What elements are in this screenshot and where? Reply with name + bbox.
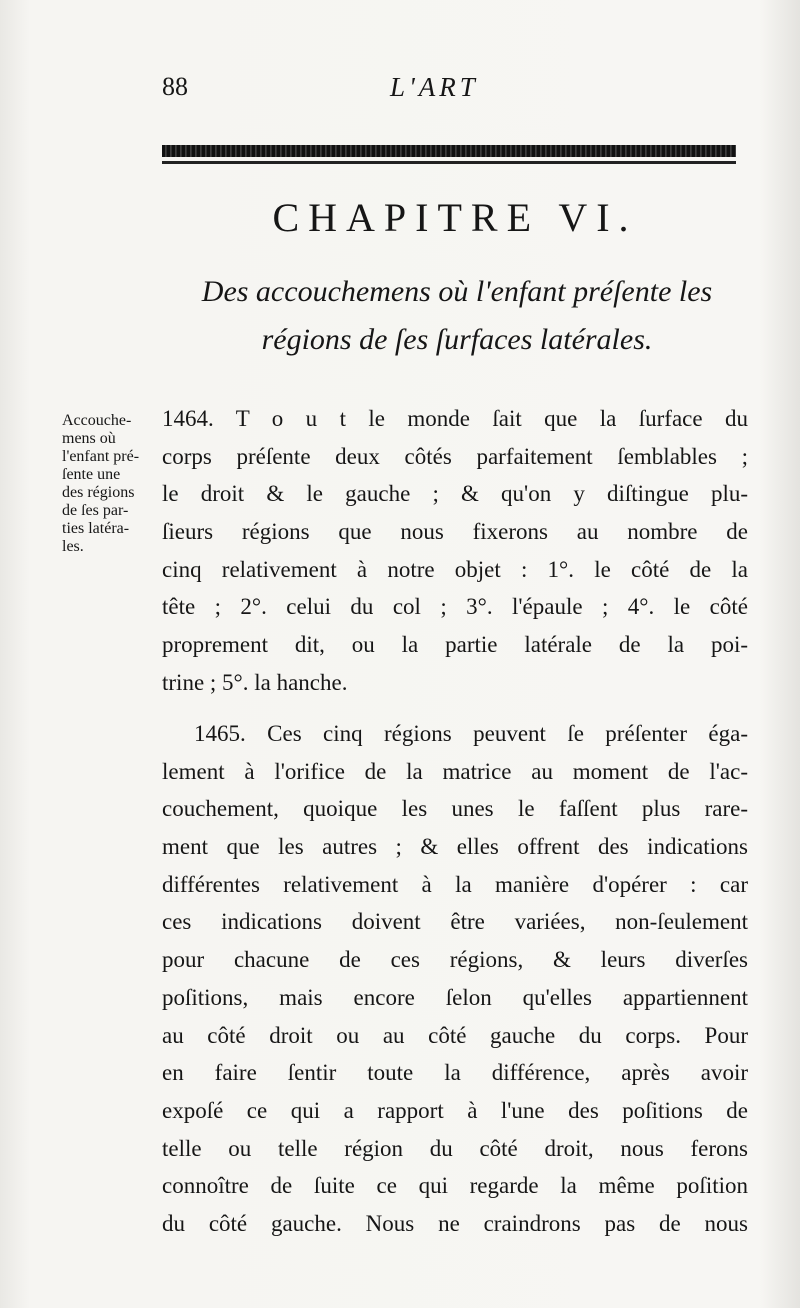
text-line: corps préſente deux côtés parfaitement ſemblables ; bbox=[162, 443, 748, 469]
thin-rule bbox=[162, 161, 736, 164]
text-line: proprement dit, ou la partie latérale de la poi- bbox=[162, 632, 748, 658]
text-line: pour chacune de ces régions, & leurs diverſes bbox=[162, 947, 748, 973]
text-line: connoître de ſuite ce qui regarde la même poſition bbox=[162, 1173, 748, 1199]
text-line: ſieurs régions que nous fixerons au nombre de bbox=[162, 519, 748, 545]
paragraph-1464 bbox=[162, 400, 748, 702]
text-line: couchement, quoique les unes le faſſent plus rare- bbox=[162, 796, 748, 822]
text-line: tête ; 2°. celui du col ; 3°. l'épaule ; 4°. le côté bbox=[162, 594, 748, 620]
marginal-note-line: les. bbox=[62, 538, 84, 555]
paragraph-1465 bbox=[162, 715, 748, 1243]
page-header bbox=[160, 70, 750, 110]
text-line: poſitions, mais encore ſelon qu'elles appartiennent bbox=[162, 984, 748, 1010]
marginal-note bbox=[62, 412, 162, 556]
ornamental-rule bbox=[162, 145, 736, 157]
text-line: telle ou telle région du côté droit, nous ferons bbox=[162, 1135, 748, 1161]
text-line: le droit & le gauche ; & qu'on y diſtingue plu- bbox=[162, 481, 748, 507]
marginal-note-line: des régions bbox=[62, 484, 135, 501]
chapter-subtitle-line: régions de ſes ſurfaces latérales. bbox=[261, 323, 653, 356]
marginal-note-line: ſente une bbox=[62, 466, 121, 483]
text-line: trine ; 5°. la hanche. bbox=[162, 669, 348, 695]
marginal-note-line: mens où bbox=[62, 430, 116, 447]
marginal-note-line: ties latéra- bbox=[62, 520, 130, 537]
text-line: au côté droit ou au côté gauche du corps. Pour bbox=[162, 1022, 748, 1048]
chapter-subtitle bbox=[162, 268, 752, 364]
chapter-subtitle-line: Des accouchemens où l'enfant préſente les bbox=[201, 275, 713, 308]
text-line: en faire ſentir toute la différence, après avoir bbox=[162, 1060, 748, 1086]
text-line: ment que les autres ; & elles offrent des indications bbox=[162, 834, 748, 860]
text-line: cinq relativement à notre objet : 1°. le côté de la bbox=[162, 556, 748, 582]
text-line: lement à l'orifice de la matrice au moment de l'ac- bbox=[162, 758, 748, 784]
text-line: différentes relativement à la manière d'opérer : car bbox=[162, 871, 748, 897]
text-line: expoſé ce qui a rapport à l'une des poſitions de bbox=[162, 1097, 748, 1123]
chapter-title: CHAPITRE VI. bbox=[272, 195, 638, 240]
marginal-note-line: Accouche- bbox=[62, 412, 132, 429]
text-line: du côté gauche. Nous ne craindrons pas de nous bbox=[162, 1210, 748, 1236]
text-line: 1464. T o u t le monde ſait que la ſurface du bbox=[162, 406, 748, 431]
marginal-note-line: l'enfant pré- bbox=[62, 448, 140, 465]
text-line: ces indications doivent être variées, non-ſeulement bbox=[162, 909, 748, 935]
page-number: 88 bbox=[162, 72, 188, 101]
marginal-note-line: de ſes par- bbox=[62, 502, 129, 519]
text-line: 1465. Ces cinq régions peuvent ſe préſenter éga- bbox=[194, 721, 748, 746]
running-head: L'ART bbox=[390, 72, 479, 102]
